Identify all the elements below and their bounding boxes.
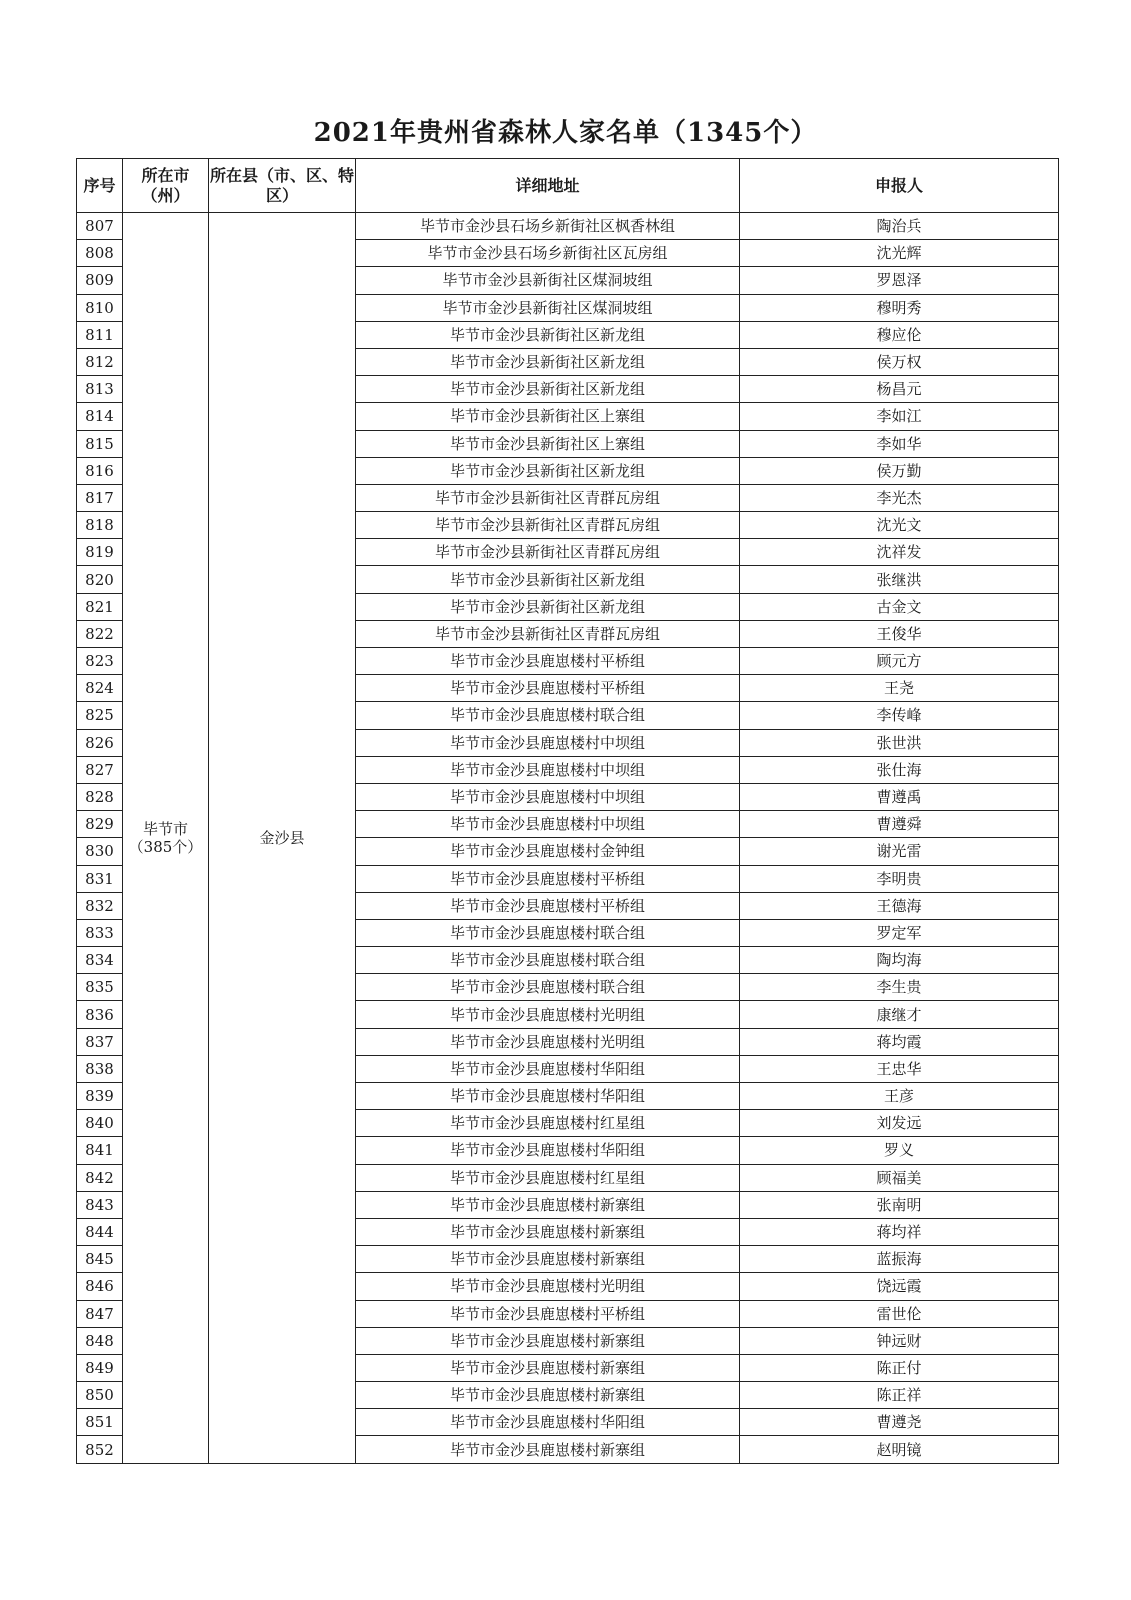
- forest-household-table: [76, 158, 1059, 1464]
- address-cell: 毕节市金沙县石场乡新街社区瓦房组: [356, 240, 740, 267]
- applicant-cell: 李生贵: [740, 974, 1059, 1001]
- seq-cell: 812: [77, 348, 123, 375]
- address-cell: 毕节市金沙县鹿崽楼村新寨组: [356, 1191, 740, 1218]
- address-cell: 毕节市金沙县石场乡新街社区枫香林组: [356, 213, 740, 240]
- address-cell: 毕节市金沙县新街社区煤洞坡组: [356, 267, 740, 294]
- applicant-cell: 张仕海: [740, 756, 1059, 783]
- seq-cell: 846: [77, 1273, 123, 1300]
- city-count: （385个）: [128, 837, 203, 856]
- address-cell: 毕节市金沙县鹿崽楼村平桥组: [356, 648, 740, 675]
- address-cell: 毕节市金沙县新街社区青群瓦房组: [356, 620, 740, 647]
- applicant-cell: 谢光雷: [740, 838, 1059, 865]
- seq-cell: 823: [77, 648, 123, 675]
- seq-cell: 831: [77, 865, 123, 892]
- address-cell: 毕节市金沙县鹿崽楼村新寨组: [356, 1327, 740, 1354]
- applicant-cell: 侯万勤: [740, 457, 1059, 484]
- city-cell: [123, 213, 209, 1464]
- applicant-cell: 张南明: [740, 1191, 1059, 1218]
- seq-cell: 816: [77, 457, 123, 484]
- seq-cell: 817: [77, 484, 123, 511]
- address-cell: 毕节市金沙县鹿崽楼村新寨组: [356, 1246, 740, 1273]
- seq-cell: 847: [77, 1300, 123, 1327]
- seq-cell: 810: [77, 294, 123, 321]
- seq-cell: 819: [77, 539, 123, 566]
- address-cell: 毕节市金沙县鹿崽楼村金钟组: [356, 838, 740, 865]
- seq-cell: 815: [77, 430, 123, 457]
- applicant-cell: 罗义: [740, 1137, 1059, 1164]
- seq-cell: 808: [77, 240, 123, 267]
- applicant-cell: 曹遵禹: [740, 783, 1059, 810]
- header-city: 所在市（州）: [123, 159, 209, 213]
- applicant-cell: 沈祥发: [740, 539, 1059, 566]
- applicant-cell: 顾元方: [740, 648, 1059, 675]
- seq-cell: 821: [77, 593, 123, 620]
- applicant-cell: 古金文: [740, 593, 1059, 620]
- seq-cell: 842: [77, 1164, 123, 1191]
- seq-cell: 827: [77, 756, 123, 783]
- seq-cell: 848: [77, 1327, 123, 1354]
- applicant-cell: 罗恩泽: [740, 267, 1059, 294]
- seq-cell: 830: [77, 838, 123, 865]
- seq-cell: 838: [77, 1055, 123, 1082]
- address-cell: 毕节市金沙县鹿崽楼村联合组: [356, 974, 740, 1001]
- applicant-cell: 雷世伦: [740, 1300, 1059, 1327]
- address-cell: 毕节市金沙县新街社区新龙组: [356, 593, 740, 620]
- address-cell: 毕节市金沙县鹿崽楼村平桥组: [356, 892, 740, 919]
- address-cell: 毕节市金沙县鹿崽楼村新寨组: [356, 1354, 740, 1381]
- seq-cell: 850: [77, 1382, 123, 1409]
- applicant-cell: 曹遵舜: [740, 811, 1059, 838]
- address-cell: 毕节市金沙县鹿崽楼村新寨组: [356, 1436, 740, 1463]
- address-cell: 毕节市金沙县鹿崽楼村华阳组: [356, 1083, 740, 1110]
- address-cell: 毕节市金沙县鹿崽楼村光明组: [356, 1028, 740, 1055]
- header-seq: 序号: [77, 159, 123, 213]
- applicant-cell: 蒋均霞: [740, 1028, 1059, 1055]
- address-cell: 毕节市金沙县鹿崽楼村新寨组: [356, 1218, 740, 1245]
- applicant-cell: 陶均海: [740, 947, 1059, 974]
- address-cell: 毕节市金沙县新街社区新龙组: [356, 348, 740, 375]
- seq-cell: 807: [77, 213, 123, 240]
- seq-cell: 828: [77, 783, 123, 810]
- applicant-cell: 康继才: [740, 1001, 1059, 1028]
- seq-cell: 852: [77, 1436, 123, 1463]
- applicant-cell: 李光杰: [740, 484, 1059, 511]
- address-cell: 毕节市金沙县鹿崽楼村光明组: [356, 1001, 740, 1028]
- address-cell: 毕节市金沙县鹿崽楼村平桥组: [356, 1300, 740, 1327]
- address-cell: 毕节市金沙县新街社区新龙组: [356, 321, 740, 348]
- address-cell: 毕节市金沙县鹿崽楼村联合组: [356, 919, 740, 946]
- address-cell: 毕节市金沙县新街社区青群瓦房组: [356, 512, 740, 539]
- seq-cell: 822: [77, 620, 123, 647]
- address-cell: 毕节市金沙县鹿崽楼村中坝组: [356, 729, 740, 756]
- address-cell: 毕节市金沙县鹿崽楼村中坝组: [356, 811, 740, 838]
- address-cell: 毕节市金沙县新街社区新龙组: [356, 566, 740, 593]
- seq-cell: 834: [77, 947, 123, 974]
- address-cell: 毕节市金沙县新街社区上寨组: [356, 430, 740, 457]
- applicant-cell: 曹遵尧: [740, 1409, 1059, 1436]
- seq-cell: 840: [77, 1110, 123, 1137]
- address-cell: 毕节市金沙县新街社区新龙组: [356, 457, 740, 484]
- applicant-cell: 饶远霞: [740, 1273, 1059, 1300]
- seq-cell: 825: [77, 702, 123, 729]
- seq-cell: 845: [77, 1246, 123, 1273]
- header-county: 所在县（市、区、特区）: [209, 159, 356, 213]
- applicant-cell: 顾福美: [740, 1164, 1059, 1191]
- address-cell: 毕节市金沙县鹿崽楼村中坝组: [356, 783, 740, 810]
- address-cell: 毕节市金沙县鹿崽楼村红星组: [356, 1164, 740, 1191]
- applicant-cell: 钟远财: [740, 1327, 1059, 1354]
- table-body: [77, 213, 1059, 1464]
- address-cell: 毕节市金沙县鹿崽楼村华阳组: [356, 1137, 740, 1164]
- seq-cell: 841: [77, 1137, 123, 1164]
- address-cell: 毕节市金沙县鹿崽楼村联合组: [356, 702, 740, 729]
- address-cell: 毕节市金沙县鹿崽楼村新寨组: [356, 1382, 740, 1409]
- seq-cell: 839: [77, 1083, 123, 1110]
- applicant-cell: 蒋均祥: [740, 1218, 1059, 1245]
- applicant-cell: 李明贵: [740, 865, 1059, 892]
- address-cell: 毕节市金沙县鹿崽楼村红星组: [356, 1110, 740, 1137]
- header-applicant: 申报人: [740, 159, 1059, 213]
- table-header-row: [77, 159, 1059, 213]
- address-cell: 毕节市金沙县鹿崽楼村华阳组: [356, 1055, 740, 1082]
- seq-cell: 832: [77, 892, 123, 919]
- applicant-cell: 陈正付: [740, 1354, 1059, 1381]
- seq-cell: 849: [77, 1354, 123, 1381]
- address-cell: 毕节市金沙县鹿崽楼村联合组: [356, 947, 740, 974]
- address-cell: 毕节市金沙县新街社区煤洞坡组: [356, 294, 740, 321]
- seq-cell: 811: [77, 321, 123, 348]
- applicant-cell: 李如江: [740, 403, 1059, 430]
- seq-cell: 833: [77, 919, 123, 946]
- seq-cell: 818: [77, 512, 123, 539]
- seq-cell: 824: [77, 675, 123, 702]
- address-cell: 毕节市金沙县鹿崽楼村光明组: [356, 1273, 740, 1300]
- applicant-cell: 侯万权: [740, 348, 1059, 375]
- address-cell: 毕节市金沙县新街社区青群瓦房组: [356, 484, 740, 511]
- applicant-cell: 沈光文: [740, 512, 1059, 539]
- applicant-cell: 罗定军: [740, 919, 1059, 946]
- address-cell: 毕节市金沙县鹿崽楼村中坝组: [356, 756, 740, 783]
- address-cell: 毕节市金沙县新街社区新龙组: [356, 376, 740, 403]
- applicant-cell: 王尧: [740, 675, 1059, 702]
- applicant-cell: 王彦: [740, 1083, 1059, 1110]
- seq-cell: 835: [77, 974, 123, 1001]
- applicant-cell: 刘发远: [740, 1110, 1059, 1137]
- seq-cell: 851: [77, 1409, 123, 1436]
- address-cell: 毕节市金沙县新街社区上寨组: [356, 403, 740, 430]
- seq-cell: 813: [77, 376, 123, 403]
- applicant-cell: 穆应伦: [740, 321, 1059, 348]
- applicant-cell: 王德海: [740, 892, 1059, 919]
- seq-cell: 837: [77, 1028, 123, 1055]
- seq-cell: 826: [77, 729, 123, 756]
- applicant-cell: 蓝振海: [740, 1246, 1059, 1273]
- seq-cell: 814: [77, 403, 123, 430]
- page-title: 2021年贵州省森林人家名单（1345个）: [313, 118, 818, 148]
- table-row: [77, 213, 1059, 240]
- applicant-cell: 陶治兵: [740, 213, 1059, 240]
- seq-cell: 843: [77, 1191, 123, 1218]
- header-address: 详细地址: [356, 159, 740, 213]
- address-cell: 毕节市金沙县鹿崽楼村华阳组: [356, 1409, 740, 1436]
- applicant-cell: 沈光辉: [740, 240, 1059, 267]
- applicant-cell: 李传峰: [740, 702, 1059, 729]
- seq-cell: 844: [77, 1218, 123, 1245]
- applicant-cell: 穆明秀: [740, 294, 1059, 321]
- applicant-cell: 赵明镜: [740, 1436, 1059, 1463]
- applicant-cell: 张世洪: [740, 729, 1059, 756]
- address-cell: 毕节市金沙县鹿崽楼村平桥组: [356, 865, 740, 892]
- address-cell: 毕节市金沙县鹿崽楼村平桥组: [356, 675, 740, 702]
- address-cell: 毕节市金沙县新街社区青群瓦房组: [356, 539, 740, 566]
- seq-cell: 836: [77, 1001, 123, 1028]
- applicant-cell: 陈正祥: [740, 1382, 1059, 1409]
- city-name: 毕节市: [142, 819, 188, 838]
- applicant-cell: 杨昌元: [740, 376, 1059, 403]
- seq-cell: 829: [77, 811, 123, 838]
- seq-cell: 820: [77, 566, 123, 593]
- applicant-cell: 王俊华: [740, 620, 1059, 647]
- applicant-cell: 张继洪: [740, 566, 1059, 593]
- applicant-cell: 李如华: [740, 430, 1059, 457]
- seq-cell: 809: [77, 267, 123, 294]
- applicant-cell: 王忠华: [740, 1055, 1059, 1082]
- county-cell: 金沙县: [209, 213, 356, 1464]
